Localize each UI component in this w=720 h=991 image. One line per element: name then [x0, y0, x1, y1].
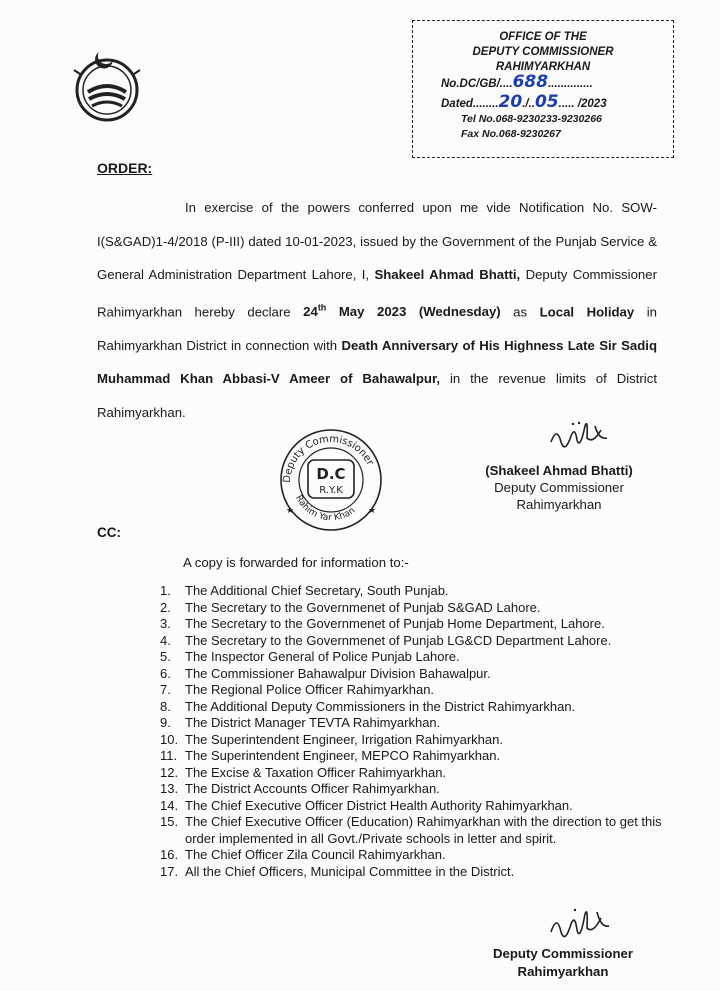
- recipient-number: 3.: [160, 616, 171, 631]
- recipient-number: 2.: [160, 599, 171, 615]
- signatory-title: Deputy Commissioner: [494, 480, 624, 495]
- cc-label: CC:: [97, 525, 121, 540]
- body-bold-occasion: Death Anniversary of His Highness Late Sir Sadiq Muhammad Khan Abbasi-V Ameer of Bahawalpur,: [97, 337, 658, 387]
- signature-mark: [545, 418, 615, 458]
- punjab-emblem-icon: [62, 40, 152, 130]
- dated-separator: ./..: [522, 98, 535, 110]
- recipient-number: 10.: [160, 731, 179, 747]
- recipient-item: [160, 649, 670, 666]
- recipient-number: 11.: [160, 748, 178, 763]
- order-heading: ORDER:: [97, 160, 153, 176]
- body-text-1: In exercise of the powers conferred upon me vide Notification No. SOW-I(S&GAD)1-4/2018 (P-III) dated 10-01-2023, issued by the Government of the Punjab Service & General Administration Department Lahore, I,: [97, 200, 657, 283]
- svg-text:★: ★: [286, 505, 295, 515]
- recipient-text: The Secretary to the Governmenet of Punjab S&GAD Lahore.: [185, 599, 541, 615]
- reference-number: [413, 72, 673, 92]
- recipient-text: The Commissioner Bahawalpur Division Bahawalpur.: [185, 665, 491, 681]
- recipient-item: [160, 682, 670, 699]
- recipient-number: 5.: [160, 649, 171, 664]
- office-header-box: [412, 20, 674, 158]
- dated-line: [413, 92, 673, 112]
- recipient-text: The Secretary to the Governmenet of Punjab LG&CD Department Lahore.: [185, 632, 612, 648]
- signatory-block: [464, 462, 654, 513]
- recipient-number: 4.: [160, 632, 171, 648]
- dated-label: Dated........: [441, 98, 499, 110]
- recipient-item: [160, 798, 670, 815]
- recipient-item: [160, 732, 670, 749]
- footer-title: Deputy Commissioner: [493, 946, 633, 961]
- recipient-item: [160, 814, 670, 847]
- dated-day: 20: [498, 92, 523, 112]
- recipient-number: 14.: [160, 797, 179, 813]
- signatory-name: (Shakeel Ahmad Bhatti): [485, 463, 633, 478]
- recipient-text: The District Accounts Officer Rahimyarkhan.: [185, 781, 440, 796]
- order-body: [97, 191, 657, 430]
- signatory-place: Rahimyarkhan: [516, 497, 602, 512]
- recipient-number: 17.: [160, 863, 179, 879]
- footer-signatory: [478, 945, 648, 980]
- telephone: Tel No.068-9230233-9230266: [461, 113, 602, 125]
- recipient-number: 7.: [160, 682, 171, 697]
- recipient-number: 16.: [160, 847, 179, 862]
- body-bold-date: 24th May 2023 (Wednesday): [303, 302, 501, 320]
- recipient-text: All the Chief Officers, Municipal Committee in the District.: [185, 863, 515, 879]
- recipient-item: [160, 699, 670, 716]
- body-text-3: as: [500, 304, 540, 320]
- reference-suffix: ..............: [548, 78, 593, 90]
- office-line-3: RAHIMYARKHAN: [495, 61, 591, 73]
- body-bold-name: Shakeel Ahmad Bhatti,: [374, 267, 521, 283]
- body-text-5: in the revenue limits of District Rahimyarkhan.: [97, 371, 657, 420]
- recipient-text: The Additional Deputy Commissioners in the District Rahimyarkhan.: [185, 698, 576, 714]
- recipient-text: The Secretary to the Governmenet of Punjab Home Department, Lahore.: [185, 616, 605, 631]
- recipient-text: The Additional Chief Secretary, South Punjab.: [185, 583, 449, 598]
- recipient-number: 15.: [160, 814, 179, 829]
- recipient-item: [160, 633, 670, 650]
- recipient-number: 9.: [160, 715, 171, 730]
- recipient-text: The Superintendent Engineer, Irrigation Rahimyarkhan.: [185, 731, 503, 747]
- recipient-item: [160, 666, 670, 683]
- stamp-bottom-text: Rahim Yar Khan: [293, 493, 358, 524]
- forward-text: A copy is forwarded for information to:-: [183, 555, 409, 570]
- recipient-item: [160, 583, 670, 600]
- office-line-2: DEPUTY COMMISSIONER: [472, 46, 614, 58]
- office-line-1: OFFICE OF THE: [499, 31, 587, 43]
- recipient-item: [160, 748, 670, 765]
- body-text-4: in Rahimyarkhan District in connection with: [97, 304, 657, 353]
- recipient-item: [160, 864, 670, 881]
- recipient-text: The Regional Police Officer Rahimyarkhan.: [185, 682, 435, 697]
- body-text-2: Deputy Commissioner Rahimyarkhan hereby declare: [97, 267, 657, 320]
- fax: Fax No.068-9230267: [461, 128, 561, 140]
- recipient-number: 12.: [160, 764, 179, 780]
- footer-place: Rahimyarkhan: [517, 963, 609, 979]
- recipient-text: The Chief Officer Zila Council Rahimyarkhan.: [185, 847, 446, 862]
- reference-label: No.DC/GB/....: [441, 78, 513, 90]
- recipients-list: [160, 583, 670, 880]
- stamp-center-bottom: R.Y.K: [319, 485, 343, 496]
- official-stamp: [276, 425, 386, 535]
- recipient-text: The Chief Executive Officer (Education) Rahimyarkhan with the direction to get this order implemented in all Govt./Private schools in letter and spirit.: [185, 814, 662, 846]
- recipient-number: 6.: [160, 665, 171, 681]
- recipient-number: 13.: [160, 781, 179, 796]
- recipient-item: [160, 781, 670, 798]
- stamp-top-text: Deputy Commissioner: [281, 433, 376, 484]
- recipient-item: [160, 715, 670, 732]
- dated-year: ..... /2023: [558, 98, 607, 110]
- recipient-text: The Chief Executive Officer District Health Authority Rahimyarkhan.: [185, 797, 573, 813]
- recipient-text: The Inspector General of Police Punjab Lahore.: [185, 649, 460, 664]
- dated-month: 05: [534, 92, 559, 112]
- recipient-item: [160, 616, 670, 633]
- recipient-text: The Superintendent Engineer, MEPCO Rahimyarkhan.: [185, 748, 501, 763]
- stamp-center-top: D.C: [316, 465, 346, 483]
- recipient-number: 8.: [160, 698, 171, 714]
- recipient-item: [160, 847, 670, 864]
- svg-text:★: ★: [368, 505, 377, 515]
- recipient-text: The Excise & Taxation Officer Rahimyarkhan.: [185, 764, 447, 780]
- recipient-item: [160, 765, 670, 782]
- reference-value: 688: [512, 72, 549, 92]
- recipient-item: [160, 600, 670, 617]
- recipient-number: 1.: [160, 583, 171, 598]
- recipient-text: The District Manager TEVTA Rahimyarkhan.: [185, 715, 441, 730]
- body-bold-holiday: Local Holiday: [539, 304, 635, 320]
- signature-mark-footer: [545, 902, 617, 950]
